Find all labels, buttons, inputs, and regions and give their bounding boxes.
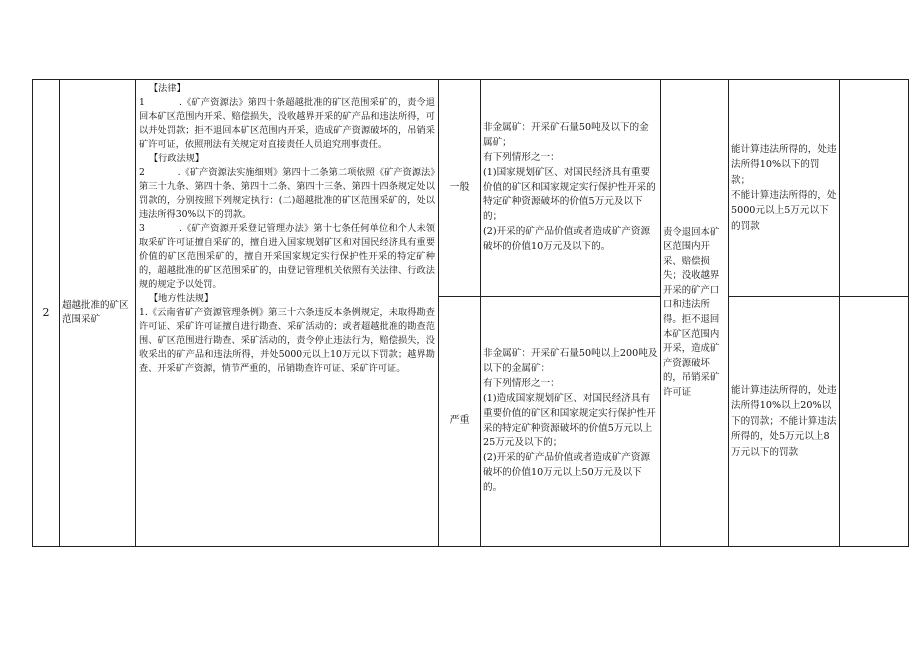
row-number: 2	[33, 80, 60, 547]
penalty-standard-table	[32, 79, 909, 547]
violation-name: 超越批准的矿区范围采矿	[60, 80, 136, 547]
penalty-general	[729, 80, 840, 297]
situation-line: (2)开采的矿产品价值或者造成矿产资源破坏的价值10万元及以下的。	[483, 226, 651, 252]
other-measures: 责令退回本矿区范围内开采、赔偿损失；没收越界开采的矿产口口和违法所得。拒不退回本矿区范围内开采，造成矿产资源破坏的，吊销采矿许可证	[661, 80, 729, 547]
situation-line: 非金属矿：开采矿石量50吨及以下的金属矿；	[483, 122, 649, 148]
situation-line: (1)造成国家规划矿区、对国民经济具有重要价值的矿区和国家规定实行保护性开采的特定矿种资源破坏的价值5万元以上25万元及以下的；	[483, 392, 656, 449]
penalty-line: 能计算违法所得的，处违法所得10%以上20%以下的罚款；不能计算违法所得的，处5万元以上8万元以下的罚款	[731, 385, 837, 458]
situation-line: 有下列情形之一：	[483, 377, 560, 389]
situation-line: 非金属矿：开采矿石量50吨以上200吨及以下的金属矿：	[483, 348, 658, 375]
legal-basis-cell	[136, 80, 439, 547]
regulation-article-3: 3 .《矿产资源开采登记管理办法》第十七条任何单位和个人未领取采矿许可证擅自采矿的，擅自进入国家规划矿区和对国民经济具有重要价值的矿区范围采矿的，擅自开采国家规定实行保护性开采的特定矿种的，超越批准的矿区范围采矿的，由登记管理机关依照有关法律、行政法规的规定予以处罚。	[139, 222, 435, 290]
local-regulation-heading: 【地方性法规】	[149, 292, 214, 304]
regulation-heading: 【行政法规】	[149, 152, 205, 164]
table-row	[33, 80, 909, 297]
empty-cell	[840, 297, 909, 547]
situation-line: (2)开采的矿产品价值或者造成矿产资源破坏的价值10万元以上50万元及以下的。	[483, 452, 651, 493]
situation-general	[481, 80, 661, 297]
penalty-line: 能计算违法所得的，处违法所得10%以下的罚款；	[731, 143, 837, 186]
grade-general: 一般	[439, 80, 481, 297]
situation-line: 有下列情形之一：	[483, 151, 560, 163]
law-heading: 【法律】	[149, 83, 186, 94]
law-article-1: 1 .《矿产资源法》第四十条超越批准的矿区范围采矿的，责令退回本矿区范围内开采、赔偿损失，没收越界开采的矿产品和违法所得，可以并处罚款；拒不退回本矿区范围内开采，造成矿产资源破坏的，吊销采矿许可证，依照刑法有关规定对直接责任人员追究刑事责任。	[139, 96, 435, 150]
regulation-article-2: 2 .《矿产资源法实施细则》第四十二条第二项依照《矿产资源法》第三十九条、第四十条、第四十二条、第四十三条、第四十四条规定处以罚款的，分别按照下列规定执行：(二)超越批准的矿区范围采矿的，处以违法所得30%以下的罚款。	[139, 166, 435, 220]
empty-cell	[840, 80, 909, 297]
local-regulation-article-1: 1.《云南省矿产资源管理条例》第三十六条违反本条例规定，未取得勘查许可证、采矿许可证擅自进行勘查、采矿活动的；或者超越批准的勘查范围、矿区范围进行勘查、采矿活动的，责令停止违法行为，赔偿损失，没收采出的矿产品和违法所得，并处5000元以上10万元以下罚款；越界勘查、开采矿产资源，情节严重的，吊销勘查许可证、采矿许可证。	[139, 306, 435, 374]
grade-serious: 严重	[439, 297, 481, 547]
penalty-line: 不能计算违法所得的，处5000元以上5万元以下的罚款	[731, 190, 837, 232]
penalty-serious	[729, 297, 840, 547]
situation-line: (1)国家规划矿区、对国民经济具有重要价值的矿区和国家规定实行保护性开采的特定矿种资源破坏的价值5万元及以下的；	[483, 166, 656, 223]
situation-serious	[481, 297, 661, 547]
